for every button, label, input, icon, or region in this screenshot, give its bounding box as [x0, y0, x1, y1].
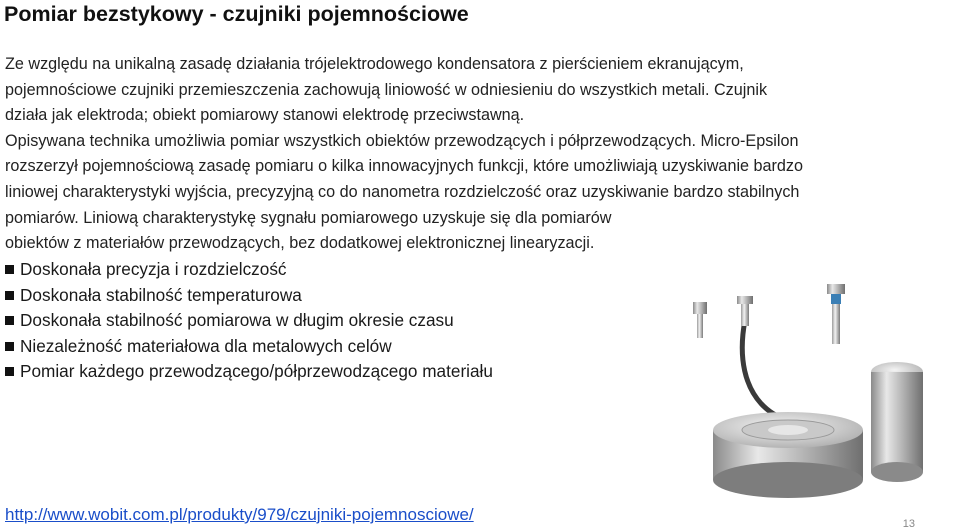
feature-text: Doskonała stabilność temperaturowa: [20, 284, 302, 305]
feature-text: Doskonała stabilność pomiarowa w długim okresie czasu: [20, 310, 454, 331]
paragraph-line: liniowej charakterystyki wyjścia, precyzyjną co do nanometra rozdzielczość oraz uzyskiwanie bardzo stabilnych: [5, 182, 800, 201]
feature-text: Doskonała precyzja i rozdzielczość: [20, 259, 287, 279]
feature-text: Niezależność materiałowa dla metalowych celów: [20, 335, 392, 356]
mini-sensor-stem: [741, 304, 749, 326]
feature-text: Pomiar każdego przewodzącego/półprzewodzącego materiału: [20, 361, 493, 382]
paragraph-line: Ze względu na unikalną zasadę działania trójelektrodowego kondensatora z pierścieniem ekranującym,: [5, 55, 744, 73]
page-number: 13: [902, 518, 915, 530]
cylinder-sensor-base: [871, 462, 923, 482]
product-link[interactable]: http://www.wobit.com.pl/produkty/979/czujniki-pojemnosciowe/: [5, 505, 474, 524]
paragraph-line: działa jak elektroda; obiekt pomiarowy stanowi elektrodę przeciwstawną.: [5, 106, 525, 125]
disc-sensor-center: [768, 425, 808, 435]
slide-title: Pomiar bezstykowy - czujniki pojemnościowe: [4, 2, 469, 26]
small-sensor-stem: [697, 314, 703, 338]
square-bullet-icon: [5, 265, 14, 274]
sensor-product-photo: [675, 280, 959, 520]
square-bullet-icon: [5, 316, 14, 325]
feature-item: [5, 308, 493, 334]
description-paragraph: [5, 52, 959, 257]
square-bullet-icon: [5, 342, 14, 351]
square-bullet-icon: [5, 367, 14, 376]
disc-sensor-base: [713, 462, 863, 498]
feature-item: [5, 283, 493, 309]
feature-item: [5, 257, 493, 283]
connector-sensor-cap: [827, 284, 845, 294]
cylinder-sensor-body: [871, 372, 923, 472]
connector-sensor-stem: [832, 304, 840, 344]
blue-connector: [831, 294, 841, 304]
feature-list: [5, 257, 493, 385]
paragraph-line: obiektów z materiałów przewodzących, bez dodatkowej elektronicznej linearyzacji.: [5, 234, 595, 253]
feature-item: [5, 334, 493, 360]
paragraph-line: pojemnościowe czujniki przemieszczenia zachowują liniowość w odniesieniu do wszystkich metali. Czujnik: [5, 80, 768, 99]
feature-item: [5, 359, 493, 385]
sensor-cable: [742, 320, 815, 422]
paragraph-line: pomiarów. Liniową charakterystykę sygnału pomiarowego uzyskuje się dla pomiarów: [5, 208, 612, 227]
mini-sensor-cap: [737, 296, 753, 304]
square-bullet-icon: [5, 291, 14, 300]
paragraph-line: rozszerzył pojemnościową zasadę pomiaru o kilka innowacyjnych funkcji, które umożliwiają uzyskiwanie bardzo: [5, 157, 804, 176]
paragraph-line: Opisywana technika umożliwia pomiar wszystkich obiektów przewodzących i półprzewodzących. Micro-Epsilon: [5, 131, 799, 150]
small-sensor-body: [693, 302, 707, 314]
